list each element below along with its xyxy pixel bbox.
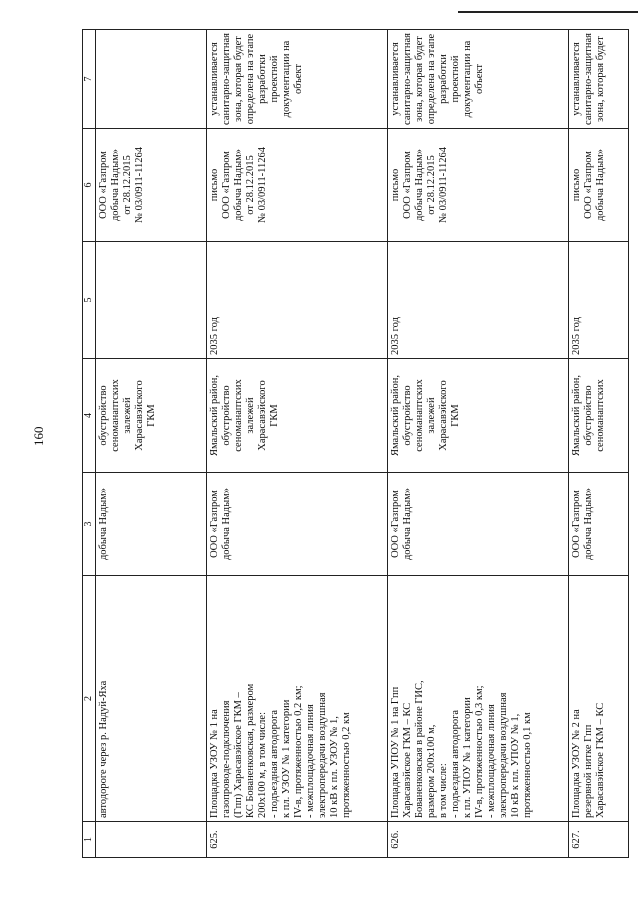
location-cell: Ямальский район, обустройство сеноманаптских (568, 359, 628, 473)
row-number: 627. (568, 822, 628, 858)
table-row (206, 30, 387, 858)
owner-cell: ООО «Газпром добыча Надым» (387, 473, 568, 576)
top-rule (458, 11, 638, 13)
note-cell: устанавливается санитарно-защитная зона, которая будет определена на этапе разработки проектной документации на объект (206, 30, 387, 129)
location-cell: Ямальский район, обустройство сеноманаптских залежей Харасавэйского ГКМ (206, 359, 387, 473)
col-header-2: 2 (83, 576, 96, 822)
col-header-5: 5 (83, 242, 96, 359)
basis-cell: письмо ООО «Газпром добыча Надым» от 28.12.2015 № 03/0911-11264 (387, 129, 568, 242)
note-cell (96, 30, 207, 129)
col-header-4: 4 (83, 359, 96, 473)
table-row (96, 30, 207, 858)
location-cell: Ямальский район, обустройство сеноманаптских залежей Харасавэйского ГКМ (387, 359, 568, 473)
location-cell: обустройство сеноманаптских залежей Харасавэйского ГКМ (96, 359, 207, 473)
col-header-1: 1 (83, 822, 96, 858)
col-header-6: 6 (83, 129, 96, 242)
row-number: 626. (387, 822, 568, 858)
table-row (387, 30, 568, 858)
objects-table (82, 29, 629, 858)
row-number: 625. (206, 822, 387, 858)
basis-cell: ООО «Газпром добыча Надым» от 28.12.2015 № 03/0911-11264 (96, 129, 207, 242)
owner-cell: ООО «Газпром добыча Надым» (568, 473, 628, 576)
year-cell: 2035 год (387, 242, 568, 359)
note-cell: устанавливается санитарно-защитная зона, которая будет (568, 30, 628, 129)
note-cell: устанавливается санитарно-защитная зона, которая будет определена на этапе разработки проектной документации на объект (387, 30, 568, 129)
basis-cell: письмо ООО «Газпром добыча Надым» (568, 129, 628, 242)
object-cell: Площадка УЗОУ № 1 на газопроводе-подключения (Гпп) Харасавэйское ГКМ – КС Бованенковская, размером 200x100 м, в том числе: - подъездная автодорога к пл. УЗОУ № 1 категории IV-в, протяженностью 0,2 км; - межплощадочная линия электропередачи воздушная 10 кВ к пл. УЗОУ № 1, протяженностью 0,2 км (206, 576, 387, 822)
object-cell: Площадка УПОУ № 1 на Гпп Харасавэйское ГКМ – КС Бованенковская в районе ГИС, размером 200x100 м, в том числе: - подъездная автодорога к пл. УПОУ № 1 категории IV-в, протяженностью 0,3 км; - межплощадочная линия электропередачи воздушная 10 кВ к пл. УПОУ № 1, протяженностью 0,1 км (387, 576, 568, 822)
rotated-table-container (82, 30, 629, 858)
owner-cell: ООО «Газпром добыча Надым» (206, 473, 387, 576)
owner-cell: добыча Надым» (96, 473, 207, 576)
basis-cell: письмо ООО «Газпром добыча Надым» от 28.12.2015 № 03/0911-11264 (206, 129, 387, 242)
year-cell: 2035 год (206, 242, 387, 359)
row-number (96, 822, 207, 858)
object-cell: автодороге через р. Надуй-Яха (96, 576, 207, 822)
col-header-7: 7 (83, 30, 96, 129)
year-cell: 2035 год (568, 242, 628, 359)
year-cell (96, 242, 207, 359)
page-number: 160 (31, 426, 46, 446)
object-cell: Площадка УЗОУ № 2 на резервной нитке Гпп Харасавэйское ГКМ – КС (568, 576, 628, 822)
table-row (568, 30, 628, 858)
col-header-3: 3 (83, 473, 96, 576)
header-row (83, 30, 96, 858)
